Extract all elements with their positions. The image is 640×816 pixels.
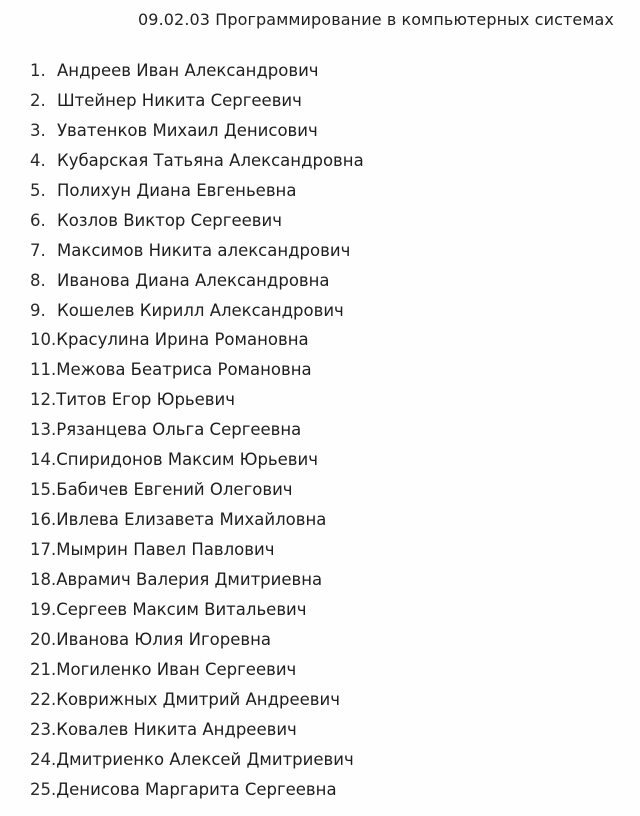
student-name: Сергеев Максим Витальевич (56, 599, 307, 619)
list-item (30, 475, 364, 505)
list-item (30, 266, 364, 296)
student-name: Штейнер Никита Сергеевич (57, 90, 302, 110)
student-name: Межова Беатриса Романовна (56, 360, 312, 380)
student-name: Коврижных Дмитрий Андреевич (56, 689, 340, 709)
list-item-number: 25. (30, 779, 57, 799)
list-item-number: 14. (30, 450, 57, 470)
list-item (30, 655, 364, 685)
list-item (30, 595, 364, 625)
student-name: Кубарская Татьяна Александровна (57, 150, 364, 170)
list-item (30, 86, 364, 116)
list-item-number: 9. (30, 300, 46, 320)
list-item-number: 2. (30, 90, 46, 110)
list-item-number: 3. (30, 120, 46, 140)
student-name: Аврамич Валерия Дмитриевна (56, 569, 323, 589)
list-item (30, 116, 364, 146)
list-item-number: 19. (30, 599, 57, 619)
list-item-number: 7. (30, 240, 46, 260)
student-name: Уватенков Михаил Денисович (57, 120, 318, 140)
list-item (30, 355, 364, 385)
list-item (30, 445, 364, 475)
list-item-number: 16. (30, 510, 57, 530)
list-item (30, 715, 364, 745)
list-item (30, 206, 364, 236)
list-item-number: 6. (30, 210, 46, 230)
student-name: Ковалев Никита Андреевич (56, 719, 297, 739)
list-item-number: 24. (30, 749, 57, 769)
student-name: Титов Егор Юрьевич (56, 390, 235, 410)
list-item (30, 296, 364, 326)
list-item (30, 325, 364, 355)
list-item (30, 505, 364, 535)
list-item (30, 625, 364, 655)
list-item (30, 775, 364, 805)
list-item-number: 22. (30, 689, 57, 709)
page-title: 09.02.03 Программирование в компьютерных системах (138, 10, 614, 29)
list-item-number: 15. (30, 480, 57, 500)
list-item-number: 11. (30, 360, 57, 380)
student-name: Андреев Иван Александрович (57, 61, 319, 80)
list-item (30, 745, 364, 775)
list-item (30, 146, 364, 176)
list-item-number: 21. (30, 659, 57, 679)
list-item (30, 236, 364, 266)
student-name: Полихун Диана Евгеньевна (57, 180, 297, 200)
student-name: Бабичев Евгений Олегович (56, 480, 293, 500)
student-name: Могиленко Иван Сергеевич (56, 659, 297, 679)
list-item-number: 18. (30, 569, 57, 589)
list-item (30, 415, 364, 445)
student-name: Иванова Юлия Игоревна (56, 629, 271, 649)
student-name: Козлов Виктор Сергеевич (57, 210, 282, 230)
list-item-number: 23. (30, 719, 57, 739)
student-name: Дмитриенко Алексей Дмитриевич (56, 749, 354, 769)
student-name: Максимов Никита александрович (57, 240, 351, 260)
list-item (30, 385, 364, 415)
list-item-number: 13. (30, 420, 57, 440)
list-item (30, 685, 364, 715)
list-item (30, 56, 364, 86)
list-item-number: 10. (30, 330, 57, 350)
list-item (30, 535, 364, 565)
list-item (30, 176, 364, 206)
student-name: Мымрин Павел Павлович (56, 540, 275, 559)
student-name: Рязанцева Ольга Сергеевна (56, 420, 302, 440)
list-item (30, 565, 364, 595)
student-list (30, 56, 364, 804)
list-item-number: 17. (30, 540, 57, 559)
list-item-number: 5. (30, 180, 46, 200)
list-item-number: 12. (30, 390, 57, 410)
student-name: Ивлева Елизавета Михайловна (56, 510, 327, 530)
student-name: Кошелев Кирилл Александрович (57, 300, 344, 320)
list-item-number: 1. (30, 61, 46, 80)
student-name: Спиридонов Максим Юрьевич (56, 450, 318, 470)
list-item-number: 8. (30, 270, 46, 290)
student-name: Денисова Маргарита Сергеевна (56, 779, 337, 799)
student-name: Иванова Диана Александровна (57, 270, 330, 290)
student-name: Красулина Ирина Романовна (56, 330, 309, 350)
list-item-number: 20. (30, 629, 57, 649)
list-item-number: 4. (30, 150, 46, 170)
